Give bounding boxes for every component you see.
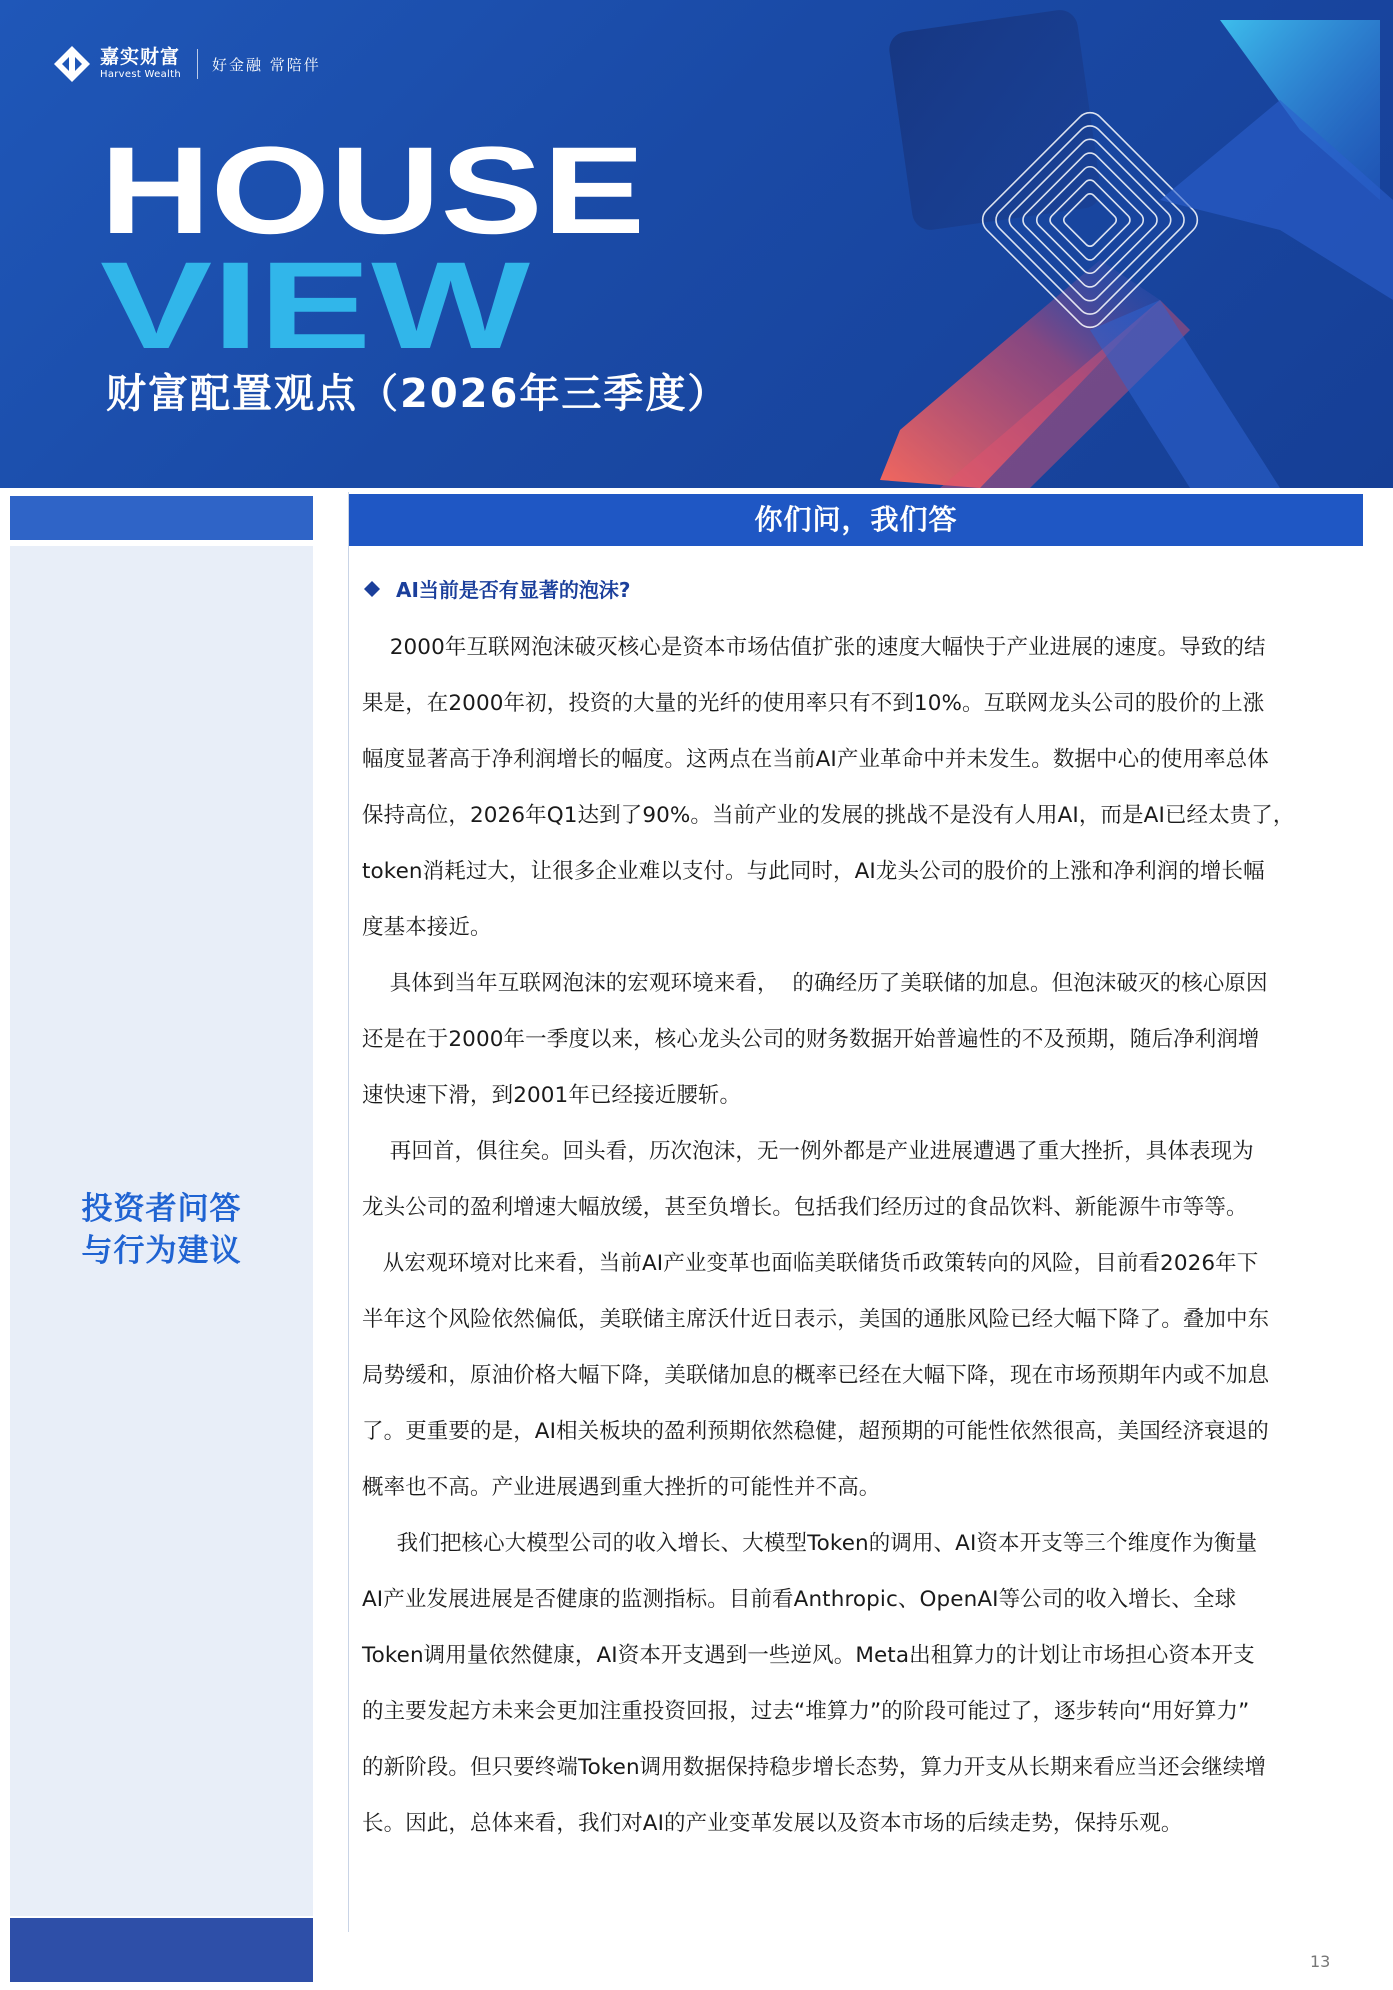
section-header: 你们问，我们答 [349,494,1363,546]
house-view-title [100,128,660,368]
decorative-graphic [860,0,1393,488]
brand-name-cn: 嘉实财富 [100,46,181,68]
question-row [364,574,631,603]
answer-body [362,620,1360,1852]
header-banner [0,0,1393,488]
text-line: 概率也不高。产业进展遇到重大挫折的可能性并不高。 [362,1475,881,1500]
text-line: 的主要发起方未来会更加注重投资回报，过去“堆算力”的阶段可能过了，逐步转向“用好算力” [362,1699,1250,1724]
text-line: 2000年互联网泡沫破灭核心是资本市场估值扩张的速度大幅快于产业进展的速度。导致的结 [362,635,1266,660]
question-text: AI当前是否有显著的泡沫? [396,578,631,602]
brand-slogan: 好金融 常陪伴 [211,55,321,74]
sidebar-top-bar [10,496,313,540]
text-line: Token调用量依然健康，AI资本开支遇到一些逆风。Meta出租算力的计划让市场担心资本开支 [362,1643,1255,1668]
text-line: 果是，在2000年初，投资的大量的光纤的使用率只有不到10%。互联网龙头公司的股价的上涨 [362,691,1265,716]
text-line: 我们把核心大模型公司的收入增长、大模型Token的调用、AI资本开支等三个维度作为衡量 [362,1531,1258,1556]
text-line: 的新阶段。但只要终端Token调用数据保持稳步增长态势，算力开支从长期来看应当还会继续增 [362,1755,1267,1780]
banner-subtitle: 财富配置观点（2026年三季度） [106,371,730,417]
text-line: 幅度显著高于净利润增长的幅度。这两点在当前AI产业革命中并未发生。数据中心的使用率总体 [362,747,1269,772]
page-number: 13 [1310,1952,1331,1971]
text-line: 具体到当年互联网泡沫的宏观环境来看， 的确经历了美联储的加息。但泡沫破灭的核心原因 [362,971,1268,996]
harvest-logo-icon [52,44,92,84]
text-line: 保持高位，2026年Q1达到了90%。当前产业的发展的挑战不是没有人用AI，而是AI已经太贵了， [362,803,1295,828]
text-line: token消耗过大，让很多企业难以支付。与此同时，AI龙头公司的股价的上涨和净利润的增长幅 [362,859,1265,884]
text-line: 半年这个风险依然偏低，美联储主席沃什近日表示，美国的通胀风险已经大幅下降了。叠加中东 [362,1307,1270,1332]
title-line1: HOUSE [100,128,645,260]
text-line: 了。更重要的是，AI相关板块的盈利预期依然稳健，超预期的可能性依然很高，美国经济衰退的 [362,1419,1269,1444]
diamond-bullet-icon [364,581,380,597]
main-column-divider [348,492,349,1932]
text-line: 龙头公司的盈利增速大幅放缓，甚至负增长。包括我们经历过的食品饮料、新能源牛市等等。 [362,1195,1248,1220]
text-line: 还是在于2000年一季度以来，核心龙头公司的财务数据开始普遍性的不及预期，随后净利润增 [362,1027,1260,1052]
text-line: 度基本接近。 [362,915,492,940]
sidebar-title [10,1188,313,1272]
text-line: 再回首，俱往矣。回头看，历次泡沫，无一例外都是产业进展遭遇了重大挫折，具体表现为 [362,1139,1254,1164]
brand-name-en: Harvest Wealth [100,69,181,80]
text-line: 速快速下滑，到2001年已经接近腰斩。 [362,1083,742,1108]
text-line: 长。因此，总体来看，我们对AI的产业变革发展以及资本市场的后续走势，保持乐观。 [362,1811,1183,1836]
sidebar-title-line2: 与行为建议 [81,1233,242,1269]
brand-divider [197,49,198,79]
sidebar-title-line1: 投资者问答 [81,1191,242,1227]
title-line2: VIEW [100,237,530,368]
brand-name [100,48,181,80]
text-line: 从宏观环境对比来看，当前AI产业变革也面临美联储货币政策转向的风险，目前看2026年下 [362,1251,1259,1276]
sidebar-bottom-bar [10,1918,313,1982]
text-line: 局势缓和，原油价格大幅下降，美联储加息的概率已经在大幅下降，现在市场预期年内或不加息 [362,1363,1270,1388]
brand [52,44,321,84]
text-line: AI产业发展进展是否健康的监测指标。目前看Anthropic、OpenAI等公司的收入增长、全球 [362,1587,1237,1612]
